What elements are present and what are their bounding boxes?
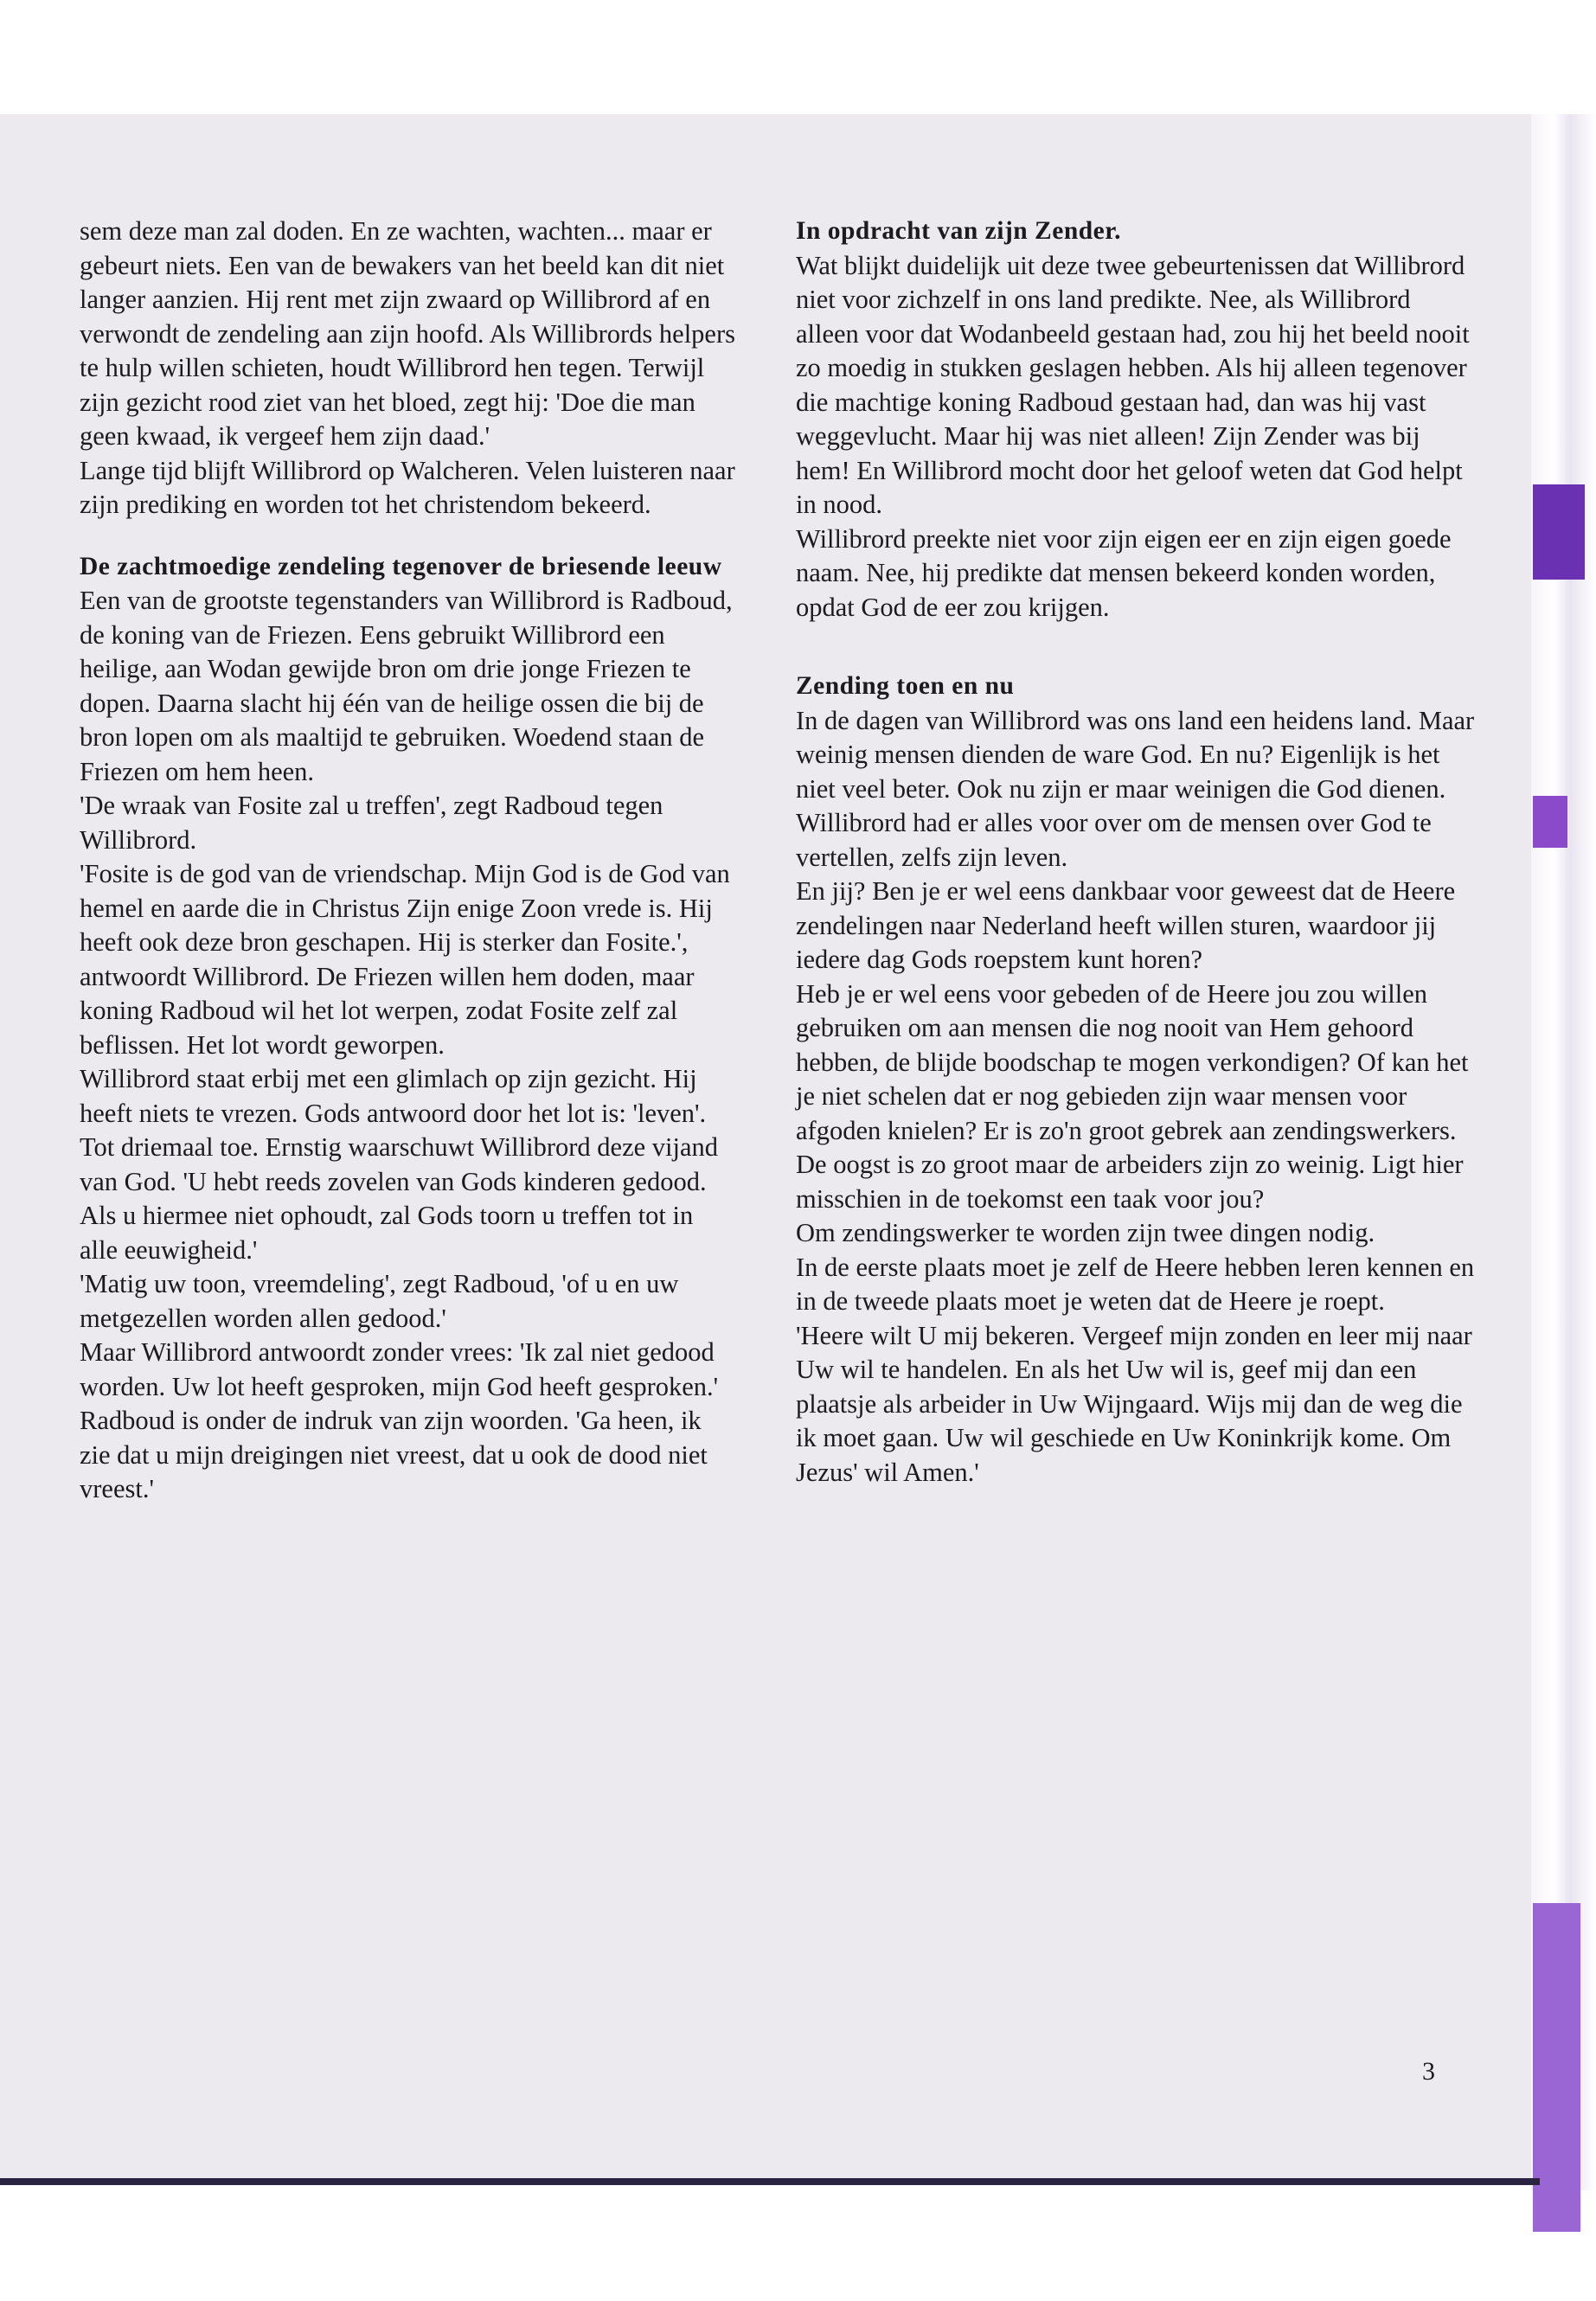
paragraph: En jij? Ben je er wel eens dankbaar voor geweest dat de Heere zendelingen naar Nederland heeft willen sturen, waardoor jij iedere dag Gods roepstem kunt horen? [796, 876, 1456, 974]
page-number: 3 [1422, 2057, 1435, 2086]
paragraph: 'Fosite is de god van de vriendschap. Mijn God is de God van hemel en aarde die in Christus Zijn enige Zoon vrede is. Hij heeft ook deze bron geschapen. Hij is sterker dan Fosite.', antwoordt Willibrord. De Friezen willen hem doden, maar koning Radboud wil het lot werpen, zodat Fosite zelf zal beflissen. Het lot wordt geworpen. [80, 859, 730, 1060]
paragraph: In de eerste plaats moet je zelf de Heere hebben leren kennen en in de tweede plaats moet je weten dat de Heere je roept. [796, 1252, 1475, 1316]
right-column [796, 215, 1479, 1490]
page-edge-band [1533, 796, 1567, 848]
page-edge-band [1533, 484, 1585, 580]
section-heading: In opdracht van zijn Zender. [796, 217, 1121, 245]
paragraph: Willibrord staat erbij met een glimlach op zijn gezicht. Hij heeft niets te vrezen. Gods antwoord door het lot is: 'leven'. [80, 1064, 707, 1128]
paragraph: 'De wraak van Fosite zal u treffen', zegt Radboud tegen Willibrord. [80, 791, 663, 855]
paragraph: Wat blijkt duidelijk uit deze twee gebeurtenissen dat Willibrord niet voor zichzelf in ons land predikte. Nee, als Willibrord alleen voor dat Wodanbeeld gestaan had, zou hij het beeld nooit zo moedig in stukken geslagen hebben. Als hij alleen tegenover die machtige koning Radboud gestaan had, dan was hij vast weggevlucht. Maar hij was niet alleen! Zijn Zender was bij hem! En Willibrord mocht door het geloof weten dat God helpt in nood. [796, 250, 1470, 519]
page-bottom-edge [0, 2178, 1540, 2185]
paragraph: In de dagen van Willibrord was ons land een heidens land. Maar weinig mensen dienden de ware God. En nu? Eigenlijk is het niet veel beter. Ook nu zijn er maar weinigen die God dienen. Willibrord had er alles voor over om de mensen over God te vertellen, zelfs zijn leven. [796, 705, 1475, 872]
left-column [80, 215, 737, 1507]
paragraph: Tot driemaal toe. Ernstig waarschuwt Willibrord deze vijand van God. 'U hebt reeds zovelen van Gods kinderen gedood. Als u hiermee niet ophoudt, zal Gods toorn u treffen tot in alle eeuwigheid.' [80, 1132, 719, 1265]
paragraph: Om zendingswerker te worden zijn twee dingen nodig. [796, 1218, 1375, 1247]
paragraph: Heb je er wel eens voor gebeden of de Heere jou zou willen gebruiken om aan mensen die nog nooit van Hem gehoord hebben, de blijde boodschap te mogen verkondigen? Of kan het je niet schelen dat er nog gebieden zijn waar mensen voor afgoden knielen? Er is zo'n groot gebrek aan zendingswerkers. De oogst is zo groot maar de arbeiders zijn zo weinig. Ligt hier misschien in de toekomst een taak voor jou? [796, 978, 1469, 1214]
section-heading: Zending toen en nu [796, 672, 1015, 700]
paragraph: Een van de grootste tegenstanders van Willibrord is Radboud, de koning van de Friezen. Eens gebruikt Willibrord een heilige, aan Wodan gewijde bron om drie jonge Friezen te dopen. Daarna slacht hij één van de heilige ossen die bij de bron lopen om als maaltijd te gebruiken. Woedend staan de Friezen om hem heen. [80, 586, 733, 786]
paragraph: Willibrord preekte niet voor zijn eigen eer en zijn eigen goede naam. Nee, hij predikte dat mensen bekeerd konden worden, opdat God de eer zou krijgen. [796, 523, 1452, 622]
section-heading: De zachtmoedige zendeling tegenover de briesende leeuw [80, 552, 722, 580]
paragraph: Maar Willibrord antwoordt zonder vrees: 'Ik zal niet gedood worden. Uw lot heeft gesproken, mijn God heeft gesproken.' [80, 1337, 719, 1401]
page-edges [1531, 114, 1596, 2190]
paragraph: Radboud is onder de indruk van zijn woorden. 'Ga heen, ik zie dat u mijn dreigingen niet vreest, dat u ook de dood niet vreest.' [80, 1406, 708, 1503]
paragraph: 'Heere wilt U mij bekeren. Vergeef mijn zonden en leer mij naar Uw wil te handelen. En als het Uw wil is, geef mij dan een plaatsje als arbeider in Uw Wijngaard. Wijs mij dan de weg die ik moet gaan. Uw wil geschiede en Uw Koninkrijk kome. Om Jezus' wil Amen.' [796, 1320, 1472, 1487]
paragraph: 'Matig uw toon, vreemdeling', zegt Radboud, 'of u en uw metgezellen worden allen gedood.' [80, 1269, 679, 1333]
paragraph: Lange tijd blijft Willibrord op Walcheren. Velen luisteren naar zijn prediking en worden tot het christendom bekeerd. [80, 455, 735, 519]
paragraph: sem deze man zal doden. En ze wachten, wachten... maar er gebeurt niets. Een van de bewakers van het beeld kan dit niet langer aanzien. Hij rent met zijn zwaard op Willibrord af en verwondt de zendeling aan zijn hoofd. Als Willibrords helpers te hulp willen schieten, houdt Willibrord hen tegen. Terwijl zijn gezicht rood ziet van het bloed, zegt hij: 'Doe die man geen kwaad, ik vergeef hem zijn daad.' [80, 216, 735, 451]
page-edge-band [1533, 1903, 1580, 2232]
